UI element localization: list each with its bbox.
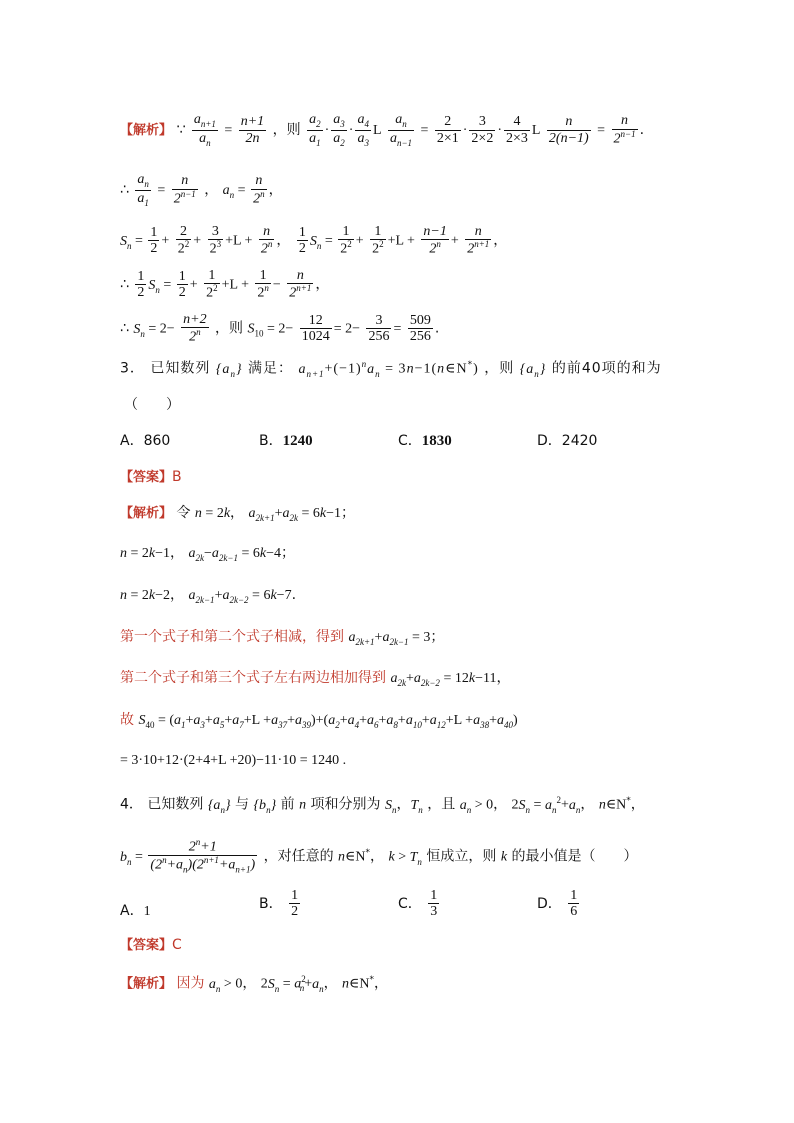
q3-solution-line-7: = 3·10+12·(2+4+L +20)−11·10 = 1240 .	[120, 753, 347, 768]
solution-2-line-3: $S_n$ = $\frac{1}{2}$ + $\frac{2}{2^2}$ + $\frac{3}{2^3}$ +L + $\frac{n}{2^n}$ ， $\frac{1}{2}$ $S_n$ = $\frac{1}{2^2}$ + $\frac{1}{2^2}$ +L + $\frac{n-1}{2^n}$ + $\frac{n}{2^{n+1}}$ ，	[120, 224, 508, 258]
q3-option-d[interactable]: D．2420	[537, 433, 598, 449]
question-4-stem-1: 4． 已知数列 $\{a_n\}$ 与 $\{b_n\}$ 前 n 项和分别为 $S_n$，$T_n$ ，且 $a_n > 0$， $2S_n = a_n^2+a_n$， n∈N*，	[120, 795, 645, 815]
q3-option-c[interactable]: C．1830	[398, 433, 452, 449]
q4-option-a[interactable]: A．1	[120, 903, 151, 919]
q4-option-d[interactable]: D． $\frac{1}{6}$	[537, 888, 578, 920]
q3-solution-line-3: n = 2k−2， $a_{2k-1}+a_{2k-2} = 6k-7$.	[120, 587, 297, 605]
q3-option-a[interactable]: A．860	[120, 433, 171, 449]
q4-solution-line-1: 【解析】 因为 $a_n > 0$， $2S_n = a^2_n+a_n$， n∈N*，	[120, 974, 389, 994]
q3-solution-line-4: 第一个式子和第二个式子相减，得到 $a_{2k+1}+a_{2k-1} = 3$；	[120, 629, 445, 647]
solution-tag: 【解析】	[120, 123, 173, 139]
q3-option-b[interactable]: B．1240	[259, 433, 313, 449]
question-3-paren: （ ）	[124, 397, 180, 413]
solution-2-line-2: ∴ $\frac{a_n}{a_1}$ = $\frac{n}{2^{n-1}}$ ， $a_n$ = $\frac{n}{2^n}$ ，	[120, 172, 283, 208]
because-symbol: ∵	[176, 122, 186, 139]
solution-2-line-5: ∴ $S_n = 2-$ $\frac{n+2}{2^n}$ ，则 $S_{10} = 2-$ $\frac{12}{1024}$ = 2− $\frac{3}{256}$ = $\frac{509}{256}$ .	[120, 312, 440, 346]
q3-solution-line-6: 故 $S_{40} = (a_1+a_3+a_5+a_7+L +a_{37}+a_{39})+(a_2+a_4+a_6+a_8+a_{10}+a_{12}+L +a_{38}+a_{40})$	[120, 712, 518, 730]
q4-answer: 【答案】C	[120, 937, 182, 953]
question-4-stem-2: $b_n$ = $\frac{2^n+1}{(2^n+a_n)(2^{n+1}+a_{n+1})}$ ，对任意的 n∈N*， $k > T_n$ 恒成立，则 k 的最小值是（ ）	[120, 837, 638, 875]
solution-2-line-1: 【解析】 ∵ $\frac{a_{n+1}}{a_n}$ = $\frac{n+1}{2n}$ ，则 $\frac{a_2}{a_1}$ · $\frac{a_3}{a_2}$ · $\frac{a_4}{a_3}$ L $\frac{a_n}{a_{n-1}}$ = $\frac{2}{2\times 1}$ · $\frac{3}{2\times 2}$ · $\frac{4}{2\times 3}$ L $\frac{n}{2(n-1)}$ = $\frac{n}{2^{n-1}}$ .	[120, 112, 645, 148]
q4-option-b[interactable]: B． $\frac{1}{2}$	[259, 888, 299, 920]
q3-solution-line-2: n = 2k−1， $a_{2k}-a_{2k-1} = 6k-4$；	[120, 545, 295, 563]
q3-solution-line-1: 【解析】 令 n = 2k， $a_{2k+1}+a_{2k} = 6k-1$；	[120, 505, 356, 523]
solution-2-line-4: ∴ $\frac{1}{2}$ $S_n$ = $\frac{1}{2}$ + $\frac{1}{2^2}$ +L + $\frac{1}{2^n}$ − $\frac{n}{2^{n+1}}$ ，	[120, 268, 330, 302]
q3-answer: 【答案】B	[120, 469, 182, 485]
question-3-stem: 3． 已知数列 $\{a_n\}$ 满足： $a_{n+1}+(-1)^na_n$ = 3n−1(n∈N*) ，则 $\{a_n\}$ 的前40项的和为	[120, 359, 662, 379]
q3-solution-line-5: 第二个式子和第三个式子左右两边相加得到 $a_{2k}+a_{2k-2} = 12k-11$，	[120, 670, 511, 688]
q4-option-c[interactable]: C． $\frac{1}{3}$	[398, 888, 438, 920]
